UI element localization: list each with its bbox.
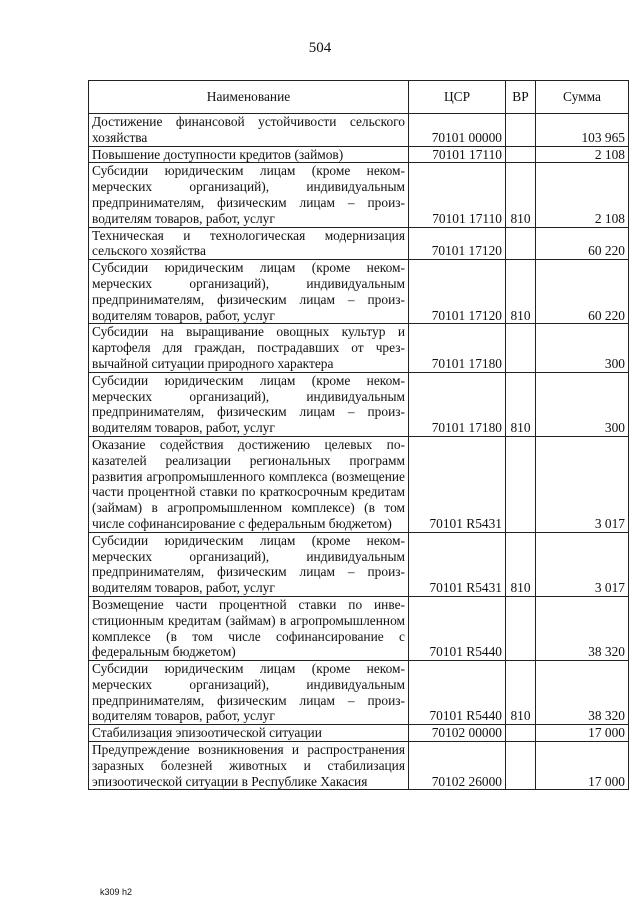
row-sum: 38 320 — [536, 661, 629, 725]
header-vr: ВР — [506, 81, 536, 114]
row-vr: 810 — [506, 260, 536, 324]
table-row — [89, 324, 629, 372]
row-name: Субсидии юридическим лицам (кроме некоммерческих организаций), индивидуальным предпринимателям, физическим лицам – производителям товаров, работ, услуг — [89, 661, 409, 725]
row-name: Повышение доступности кредитов (займов) — [89, 146, 409, 163]
row-csr: 70101 00000 — [409, 114, 506, 147]
row-csr: 70101 17120 — [409, 260, 506, 324]
row-vr: 810 — [506, 661, 536, 725]
row-name: Субсидии юридическим лицам (кроме некоммерческих организаций), индивидуальным предпринимателям, физическим лицам – производителям товаров, работ, услуг — [89, 163, 409, 227]
row-csr: 70101 17110 — [409, 146, 506, 163]
row-vr — [506, 596, 536, 660]
row-vr — [506, 725, 536, 742]
row-vr: 810 — [506, 163, 536, 227]
row-sum: 60 220 — [536, 227, 629, 260]
row-csr: 70101 R5431 — [409, 436, 506, 532]
row-sum: 3 017 — [536, 436, 629, 532]
row-sum: 300 — [536, 372, 629, 436]
table-row — [89, 436, 629, 532]
row-csr: 70102 26000 — [409, 742, 506, 790]
row-sum: 60 220 — [536, 260, 629, 324]
row-name: Субсидии юридическим лицам (кроме некоммерческих организаций), индивидуальным предпринимателям, физическим лицам – производителям товаров, работ, услуг — [89, 260, 409, 324]
table-row — [89, 146, 629, 163]
row-sum: 2 108 — [536, 146, 629, 163]
row-sum: 17 000 — [536, 742, 629, 790]
row-sum: 2 108 — [536, 163, 629, 227]
table-row — [89, 742, 629, 790]
row-vr — [506, 742, 536, 790]
table-row — [89, 532, 629, 596]
row-sum: 17 000 — [536, 725, 629, 742]
row-name: Техническая и технологическая модернизация сельского хозяйства — [89, 227, 409, 260]
table-row — [89, 372, 629, 436]
row-csr: 70101 17110 — [409, 163, 506, 227]
row-name: Субсидии юридическим лицам (кроме некоммерческих организаций), индивидуальным предпринимателям, физическим лицам – производителям товаров, работ, услуг — [89, 532, 409, 596]
row-sum: 103 965 — [536, 114, 629, 147]
row-csr: 70101 17180 — [409, 324, 506, 372]
row-name: Стабилизация эпизоотической ситуации — [89, 725, 409, 742]
row-csr: 70102 00000 — [409, 725, 506, 742]
table-row — [89, 227, 629, 260]
header-name: Наименование — [89, 81, 409, 114]
row-sum: 300 — [536, 324, 629, 372]
row-name: Возмещение части процентной ставки по инвестиционным кредитам (займам) в агропромышленном комплексе (в том числе софинансирование с федеральным бюджетом) — [89, 596, 409, 660]
row-vr: 810 — [506, 532, 536, 596]
row-csr: 70101 R5440 — [409, 596, 506, 660]
row-csr: 70101 R5440 — [409, 661, 506, 725]
row-csr: 70101 R5431 — [409, 532, 506, 596]
row-vr — [506, 114, 536, 147]
row-name: Субсидии юридическим лицам (кроме некоммерческих организаций), индивидуальным предпринимателям, физическим лицам – производителям товаров, работ, услуг — [89, 372, 409, 436]
row-vr — [506, 146, 536, 163]
row-csr: 70101 17180 — [409, 372, 506, 436]
table-row — [89, 163, 629, 227]
row-vr — [506, 324, 536, 372]
row-name: Оказание содействия достижению целевых показателей реализации региональных программ развития агропромышленного комплекса (возмещение части процентной ставки по краткосрочным кредитам (займам) в агропромышленном комплексе) (в том числе софинансирование с федеральным бюджетом) — [89, 436, 409, 532]
row-sum: 38 320 — [536, 596, 629, 660]
row-csr: 70101 17120 — [409, 227, 506, 260]
row-vr — [506, 436, 536, 532]
row-name: Предупреждение возникновения и распространения заразных болезней животных и стабилизация эпизоотической ситуации в Республике Хакасия — [89, 742, 409, 790]
page-number: 504 — [308, 40, 332, 56]
header-sum: Сумма — [536, 81, 629, 114]
budget-table — [88, 80, 629, 790]
table-row — [89, 725, 629, 742]
header-csr: ЦСР — [409, 81, 506, 114]
row-name: Достижение финансовой устойчивости сельского хозяйства — [89, 114, 409, 147]
table-header-row — [89, 81, 629, 114]
table-row — [89, 260, 629, 324]
row-vr: 810 — [506, 372, 536, 436]
table-row — [89, 114, 629, 147]
row-name: Субсидии на выращивание овощных культур и картофеля для граждан, пострадавших от чрезвычайной ситуации природного характера — [89, 324, 409, 372]
table-row — [89, 661, 629, 725]
footer-code: k309 h2 — [100, 887, 133, 897]
row-sum: 3 017 — [536, 532, 629, 596]
table-row — [89, 596, 629, 660]
row-vr — [506, 227, 536, 260]
